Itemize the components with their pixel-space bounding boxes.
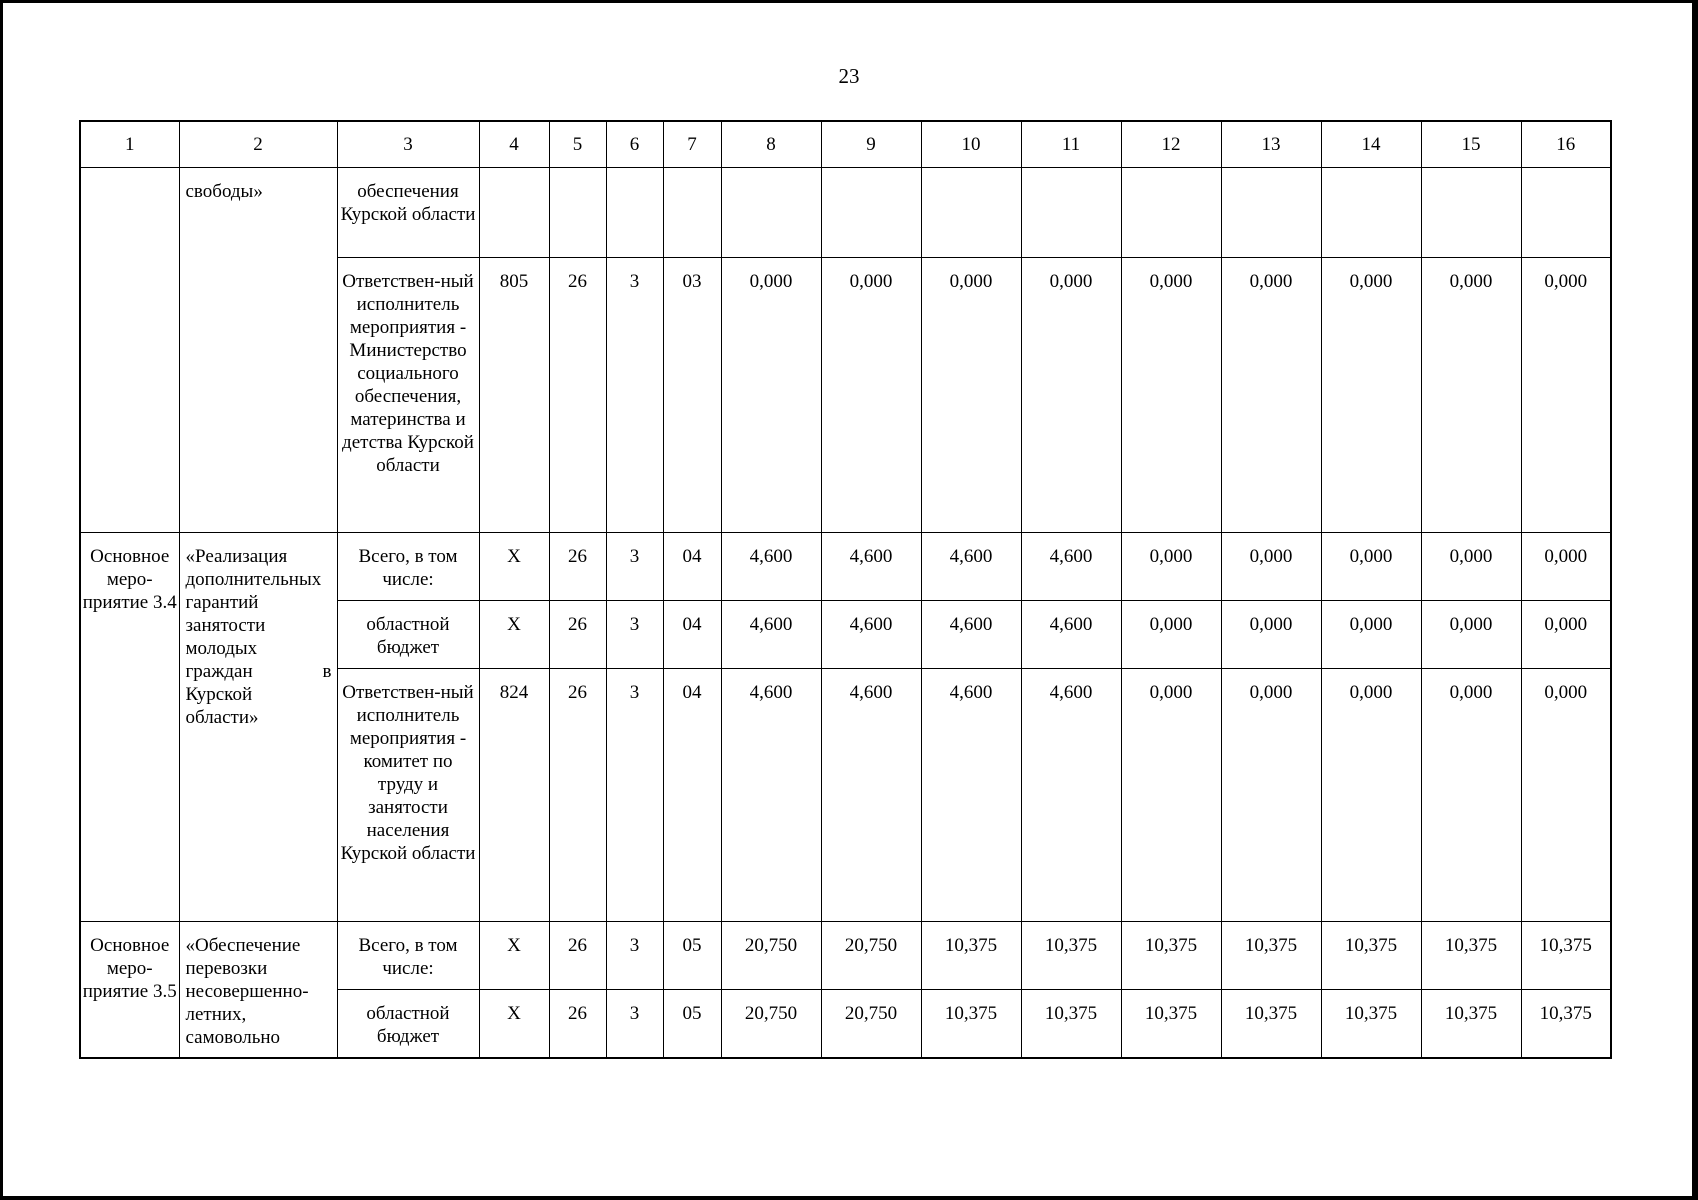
page-number: 23 (838, 64, 860, 88)
budget-table (79, 120, 1612, 1059)
empty-cell (606, 168, 663, 258)
code-cell: 05 (663, 990, 721, 1058)
code-cell: 3 (606, 990, 663, 1058)
value-cell: 10,375 (1321, 922, 1421, 990)
header-cell: 5 (549, 121, 606, 168)
header-cell: 4 (479, 121, 549, 168)
empty-cell (1321, 168, 1421, 258)
code-cell: 824 (479, 669, 549, 922)
header-cell: 11 (1021, 121, 1121, 168)
source-cell: Ответствен-ный исполнитель мероприятия - Министерство социального обеспечения, материнства и детства Курской области (337, 258, 479, 533)
value-cell: 0,000 (1421, 669, 1521, 922)
value-cell: 10,375 (1521, 922, 1611, 990)
code-cell: 3 (606, 601, 663, 669)
value-cell: 0,000 (1321, 533, 1421, 601)
value-cell: 0,000 (1421, 601, 1521, 669)
source-cell: областной бюджет (337, 990, 479, 1058)
value-cell: 0,000 (1521, 258, 1611, 533)
value-cell: 4,600 (921, 533, 1021, 601)
empty-cell (1521, 168, 1611, 258)
code-cell: 04 (663, 533, 721, 601)
code-cell: X (479, 533, 549, 601)
value-cell: 4,600 (821, 601, 921, 669)
value-cell: 0,000 (1321, 601, 1421, 669)
empty-cell (1221, 168, 1321, 258)
code-cell: 3 (606, 258, 663, 533)
value-cell: 0,000 (921, 258, 1021, 533)
measure-name-line: гарантий (185, 592, 259, 613)
measure-name-line: молодых (185, 638, 258, 659)
source-cell: областной бюджет (337, 601, 479, 669)
value-cell: 0,000 (1221, 533, 1321, 601)
measure-name-word: в (322, 661, 332, 682)
value-cell: 20,750 (821, 990, 921, 1058)
value-cell: 10,375 (1221, 990, 1321, 1058)
header-row (80, 121, 1611, 168)
source-cell: Всего, в том числе: (337, 533, 479, 601)
value-cell: 4,600 (721, 533, 821, 601)
value-cell: 4,600 (821, 669, 921, 922)
value-cell: 10,375 (1121, 990, 1221, 1058)
code-cell: 26 (549, 258, 606, 533)
code-cell: X (479, 922, 549, 990)
row-label-cell (80, 168, 179, 533)
code-cell: 04 (663, 601, 721, 669)
value-cell: 0,000 (1421, 258, 1521, 533)
code-cell: 26 (549, 533, 606, 601)
empty-cell (549, 168, 606, 258)
measure-name-line (186, 660, 334, 683)
value-cell: 4,600 (1021, 601, 1121, 669)
code-cell: 03 (663, 258, 721, 533)
header-cell: 3 (337, 121, 479, 168)
value-cell: 0,000 (821, 258, 921, 533)
value-cell: 0,000 (721, 258, 821, 533)
value-cell: 0,000 (1021, 258, 1121, 533)
header-cell: 1 (80, 121, 179, 168)
measure-name-line: дополнительных (185, 569, 322, 590)
value-cell: 0,000 (1221, 669, 1321, 922)
value-cell: 10,375 (1321, 990, 1421, 1058)
header-cell: 10 (921, 121, 1021, 168)
header-cell: 8 (721, 121, 821, 168)
header-cell: 12 (1121, 121, 1221, 168)
value-cell: 10,375 (921, 990, 1021, 1058)
measure-number-cell: Основное меро-приятие 3.5 (80, 922, 179, 1058)
value-cell: 0,000 (1221, 258, 1321, 533)
table-row (80, 168, 1611, 258)
header-cell: 16 (1521, 121, 1611, 168)
measure-number-cell: Основное меро-приятие 3.4 (80, 533, 179, 922)
empty-cell (1021, 168, 1121, 258)
empty-cell (721, 168, 821, 258)
code-cell: 26 (549, 669, 606, 922)
code-cell: 3 (606, 922, 663, 990)
value-cell: 20,750 (821, 922, 921, 990)
measure-name-line: Курской (185, 684, 253, 705)
value-cell: 0,000 (1121, 533, 1221, 601)
header-cell: 9 (821, 121, 921, 168)
value-cell: 20,750 (721, 922, 821, 990)
code-cell: X (479, 990, 549, 1058)
value-cell: 10,375 (1421, 922, 1521, 990)
header-cell: 7 (663, 121, 721, 168)
value-cell: 0,000 (1121, 601, 1221, 669)
code-cell: 26 (549, 601, 606, 669)
code-cell: 05 (663, 922, 721, 990)
code-cell: 3 (606, 533, 663, 601)
measure-name-cell: «Обеспечение перевозки несовершенно-летних, самовольно (179, 922, 337, 1058)
empty-cell (1421, 168, 1521, 258)
value-cell: 10,375 (1021, 990, 1121, 1058)
code-cell: 26 (549, 922, 606, 990)
header-cell: 15 (1421, 121, 1521, 168)
value-cell: 0,000 (1321, 258, 1421, 533)
value-cell: 4,600 (921, 669, 1021, 922)
source-cell: Ответствен-ный исполнитель мероприятия - комитет по труду и занятости населения Курской области (337, 669, 479, 922)
empty-cell (479, 168, 549, 258)
value-cell: 20,750 (721, 990, 821, 1058)
measure-name-line: области» (185, 707, 259, 728)
value-cell: 0,000 (1521, 533, 1611, 601)
code-cell: 3 (606, 669, 663, 922)
code-cell: 04 (663, 669, 721, 922)
header-cell: 13 (1221, 121, 1321, 168)
measure-name-line: занятости (185, 615, 266, 636)
measure-name-line: «Реализация (185, 546, 288, 567)
value-cell: 0,000 (1521, 601, 1611, 669)
code-cell: X (479, 601, 549, 669)
empty-cell (1121, 168, 1221, 258)
table-row (80, 533, 1611, 601)
value-cell: 0,000 (1121, 669, 1221, 922)
value-cell: 4,600 (1021, 533, 1121, 601)
value-cell: 10,375 (1221, 922, 1321, 990)
value-cell: 0,000 (1421, 533, 1521, 601)
value-cell: 10,375 (1121, 922, 1221, 990)
source-cell: обеспечения Курской области (337, 168, 479, 258)
value-cell: 0,000 (1121, 258, 1221, 533)
value-cell: 0,000 (1221, 601, 1321, 669)
code-cell: 805 (479, 258, 549, 533)
source-cell: Всего, в том числе: (337, 922, 479, 990)
measure-name-cell: свободы» (179, 168, 337, 533)
value-cell: 4,600 (721, 601, 821, 669)
value-cell: 10,375 (921, 922, 1021, 990)
empty-cell (921, 168, 1021, 258)
value-cell: 10,375 (1021, 922, 1121, 990)
table-row (80, 922, 1611, 990)
value-cell: 0,000 (1521, 669, 1611, 922)
value-cell: 0,000 (1321, 669, 1421, 922)
code-cell: 26 (549, 990, 606, 1058)
value-cell: 4,600 (821, 533, 921, 601)
measure-name-word: граждан (185, 661, 253, 682)
empty-cell (821, 168, 921, 258)
value-cell: 4,600 (921, 601, 1021, 669)
value-cell: 4,600 (721, 669, 821, 922)
value-cell: 4,600 (1021, 669, 1121, 922)
header-cell: 2 (179, 121, 337, 168)
empty-cell (663, 168, 721, 258)
value-cell: 10,375 (1521, 990, 1611, 1058)
header-cell: 6 (606, 121, 663, 168)
header-cell: 14 (1321, 121, 1421, 168)
measure-name-cell (179, 533, 337, 922)
value-cell: 10,375 (1421, 990, 1521, 1058)
